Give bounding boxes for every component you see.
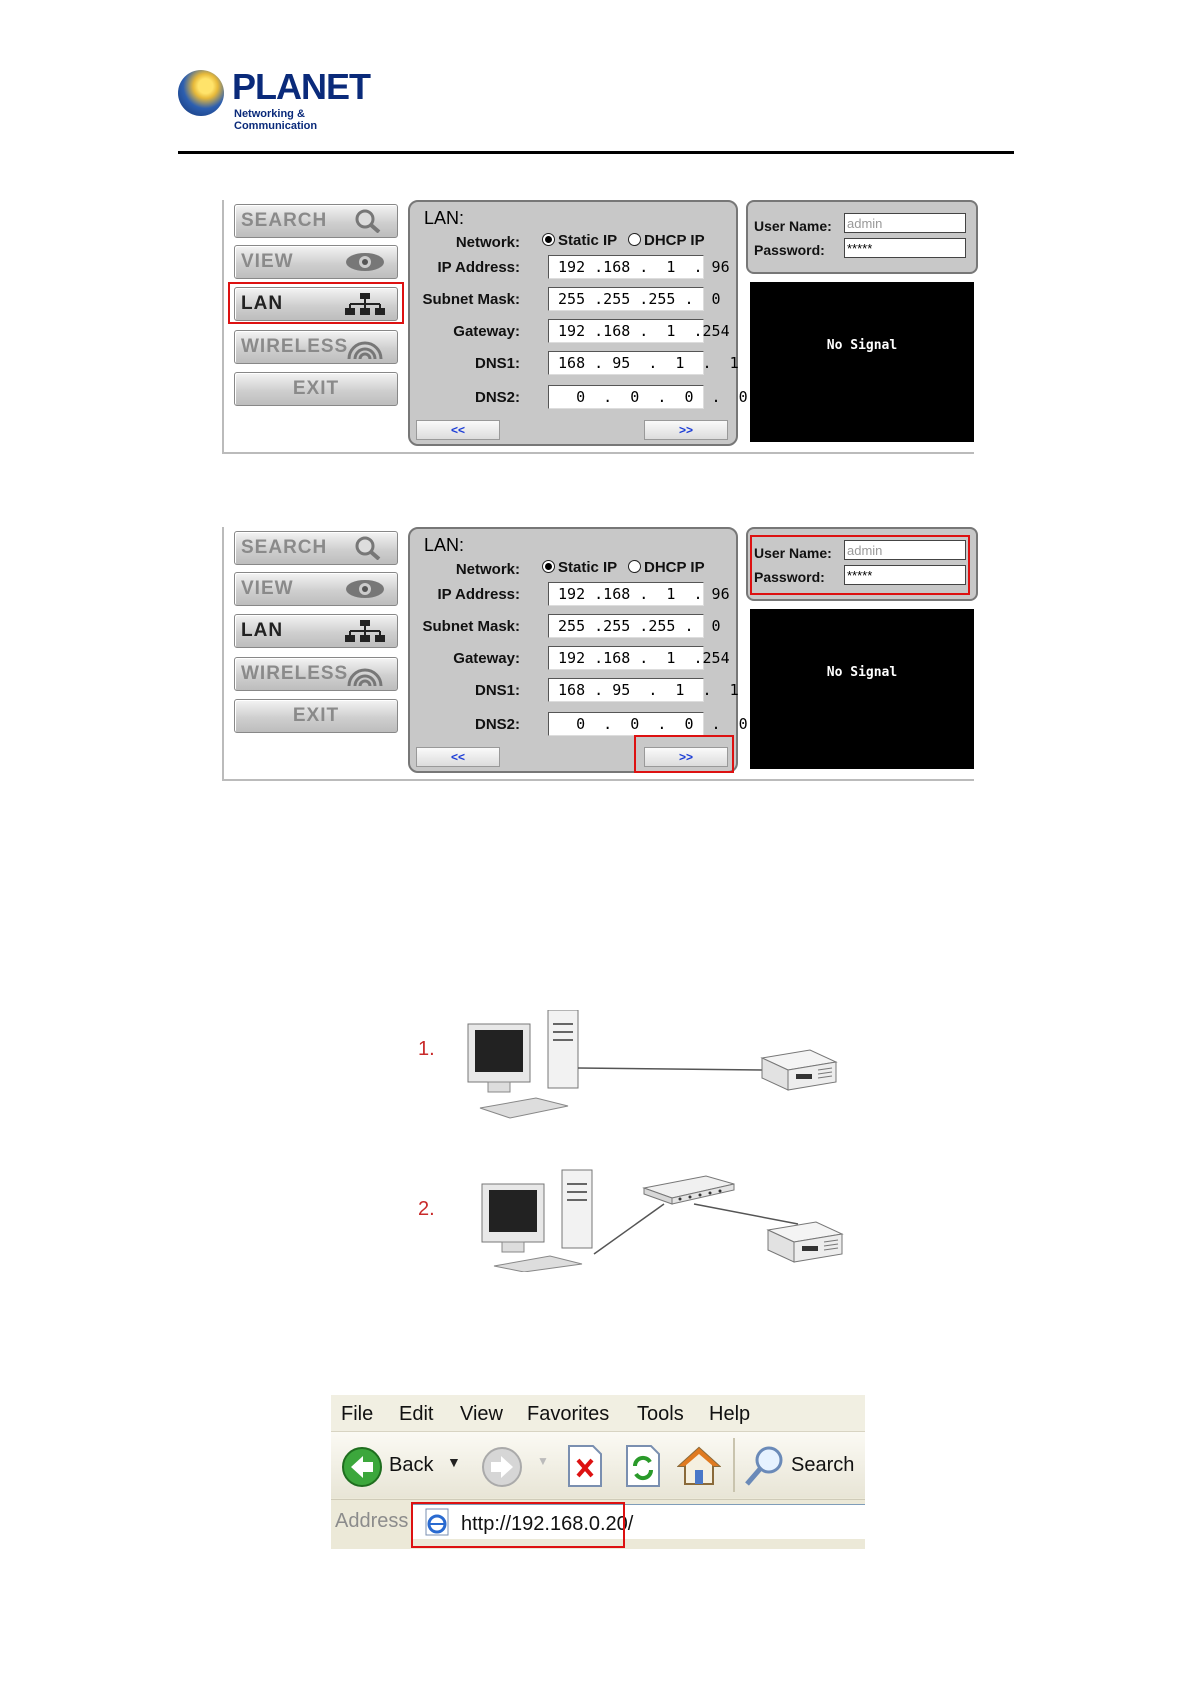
address-bar [331, 1499, 865, 1549]
menu-help[interactable]: Help [709, 1403, 751, 1425]
subnet-mask-label: Subnet Mask: [422, 291, 520, 308]
gateway-label: Gateway: [453, 650, 520, 667]
back-arrow-icon [341, 1446, 383, 1488]
radio-selected-icon [542, 233, 555, 246]
nav-label: LAN [241, 293, 284, 314]
step-1-label: 1. [418, 1038, 435, 1060]
menu-bar [331, 1395, 865, 1432]
computer-icon [482, 1170, 592, 1272]
video-preview [750, 282, 974, 442]
search-icon [743, 1444, 787, 1488]
nav-search-button[interactable] [234, 531, 398, 565]
header-rule [178, 151, 1014, 154]
video-status: No Signal [826, 665, 898, 680]
dns1-input[interactable]: 168 . 95 . 1 . 1 [548, 678, 704, 702]
diagram-graphic [418, 1010, 878, 1272]
static-ip-radio[interactable] [542, 559, 617, 576]
nav-view-button[interactable] [234, 572, 398, 606]
radio-selected-icon [542, 560, 555, 573]
nav-label: EXIT [292, 705, 340, 726]
password-label: Password: [754, 242, 825, 258]
panel-border [222, 527, 224, 781]
nvr-device-icon [762, 1050, 836, 1090]
search-button[interactable] [743, 1444, 787, 1492]
highlight-url [411, 1502, 625, 1548]
network-label: Network: [455, 561, 520, 578]
lan-title: LAN: [424, 208, 465, 228]
gateway-input[interactable]: 192 .168 . 1 .254 [548, 319, 704, 343]
radio-empty-icon [628, 233, 641, 246]
dns2-input[interactable]: 0 . 0 . 0 . 0 [548, 385, 704, 409]
nav-label: WIRELESS [241, 663, 349, 684]
subnet-mask-input[interactable]: 255 .255 .255 . 0 [548, 614, 704, 638]
ip-address-label: IP Address: [437, 586, 520, 603]
dns1-label: DNS1: [474, 355, 520, 372]
step-2-label: 2. [418, 1198, 435, 1220]
nav-search-button[interactable] [234, 204, 398, 238]
dns2-input[interactable]: 0 . 0 . 0 . 0 [548, 712, 704, 736]
dns1-input[interactable]: 168 . 95 . 1 . 1 [548, 351, 704, 375]
highlight-lan [228, 282, 404, 324]
dns2-label: DNS2: [474, 716, 520, 733]
dhcp-ip-radio[interactable] [628, 559, 705, 576]
brand-name: PLANET [232, 66, 370, 107]
panel-border [222, 779, 974, 781]
radio-label: DHCP IP [644, 559, 705, 576]
forward-dropdown-icon[interactable]: ▼ [537, 1454, 549, 1468]
network-label: Network: [455, 234, 520, 251]
password-label: Password: [754, 569, 825, 585]
login-box [746, 527, 978, 601]
nav-label: VIEW [241, 251, 294, 272]
nav-label: SEARCH [241, 210, 328, 231]
stop-button[interactable] [567, 1444, 603, 1492]
username-label: User Name: [754, 218, 832, 234]
nav-wireless-button[interactable] [234, 657, 398, 691]
forward-button[interactable] [481, 1446, 523, 1492]
brand-tagline: Networking & Communication [234, 108, 318, 132]
address-url: http://192.168.0.20/ [461, 1513, 634, 1535]
radio-label: Static IP [558, 232, 618, 249]
back-label[interactable]: Back [389, 1454, 434, 1476]
browser-toolbar [331, 1432, 865, 1498]
menu-favorites[interactable]: Favorites [527, 1403, 610, 1425]
eye-icon [345, 250, 385, 274]
back-dropdown-icon[interactable]: ▼ [447, 1454, 461, 1470]
highlight-login [750, 535, 970, 595]
eye-icon [345, 577, 385, 601]
nav-label: EXIT [292, 378, 340, 399]
lan-title: LAN: [424, 535, 465, 555]
dhcp-ip-radio[interactable] [628, 232, 705, 249]
nav-label: SEARCH [241, 537, 328, 558]
stop-icon [567, 1444, 603, 1488]
panel-border [222, 452, 974, 454]
prev-button[interactable]: << [416, 747, 500, 767]
highlight-next [634, 735, 734, 773]
refresh-icon [625, 1444, 661, 1488]
menu-edit[interactable]: Edit [399, 1403, 434, 1425]
computer-icon [468, 1010, 762, 1118]
lan-config-panel-2 [222, 527, 974, 781]
ip-address-label: IP Address: [437, 259, 520, 276]
login-box [746, 200, 978, 274]
prev-button[interactable]: << [416, 420, 500, 440]
wireless-icon [345, 335, 385, 359]
video-status: No Signal [826, 338, 898, 353]
browser-window [331, 1395, 865, 1549]
menu-view[interactable]: View [460, 1403, 503, 1425]
password-input[interactable]: ***** [844, 565, 966, 585]
static-ip-radio[interactable] [542, 232, 617, 249]
search-label[interactable]: Search [791, 1454, 855, 1476]
password-input[interactable]: ***** [844, 238, 966, 258]
address-label: Address [335, 1510, 409, 1532]
panel-border [222, 200, 224, 454]
lan-settings-box [408, 527, 748, 773]
dns1-label: DNS1: [474, 682, 520, 699]
magnifier-icon [345, 209, 385, 233]
radio-label: DHCP IP [644, 232, 705, 249]
lan-config-panel-1 [222, 200, 974, 454]
menu-tools[interactable]: Tools [637, 1403, 684, 1425]
subnet-mask-label: Subnet Mask: [422, 618, 520, 635]
planet-logo [178, 66, 388, 132]
magnifier-icon [345, 536, 385, 560]
nav-label: VIEW [241, 578, 294, 599]
gateway-input[interactable]: 192 .168 . 1 .254 [548, 646, 704, 670]
subnet-mask-input[interactable]: 255 .255 .255 . 0 [548, 287, 704, 311]
gateway-label: Gateway: [453, 323, 520, 340]
radio-label: Static IP [558, 559, 618, 576]
switch-icon [644, 1176, 734, 1204]
toolbar-separator [733, 1438, 735, 1492]
ip-address-input[interactable]: 192 .168 . 1 . 96 [548, 255, 704, 279]
home-button[interactable] [677, 1444, 721, 1492]
nav-label: LAN [241, 620, 284, 641]
username-input[interactable]: admin [844, 540, 966, 560]
wireless-icon [345, 662, 385, 686]
back-button[interactable] [341, 1446, 383, 1492]
dns2-label: DNS2: [474, 389, 520, 406]
connection-diagram [418, 1010, 878, 1272]
nav-view-button[interactable] [234, 245, 398, 279]
refresh-button[interactable] [625, 1444, 661, 1492]
menu-file[interactable]: File [341, 1403, 374, 1425]
nav-label: WIRELESS [241, 336, 349, 357]
ip-address-input[interactable]: 192 .168 . 1 . 96 [548, 582, 704, 606]
lan-settings-box [408, 200, 748, 446]
home-icon [677, 1444, 721, 1488]
globe-logo-icon [178, 70, 224, 116]
nav-exit-button[interactable] [234, 699, 398, 733]
next-button[interactable]: >> [644, 420, 728, 440]
nvr-device-icon [768, 1222, 842, 1262]
username-label: User Name: [754, 545, 832, 561]
nav-lan-button[interactable] [234, 614, 398, 648]
network-tree-icon [345, 619, 385, 643]
forward-arrow-icon [481, 1446, 523, 1488]
next-button[interactable]: >> [644, 747, 728, 767]
nav-wireless-button[interactable] [234, 330, 398, 364]
username-input[interactable]: admin [844, 213, 966, 233]
video-preview [750, 609, 974, 769]
nav-exit-button[interactable] [234, 372, 398, 406]
radio-empty-icon [628, 560, 641, 573]
